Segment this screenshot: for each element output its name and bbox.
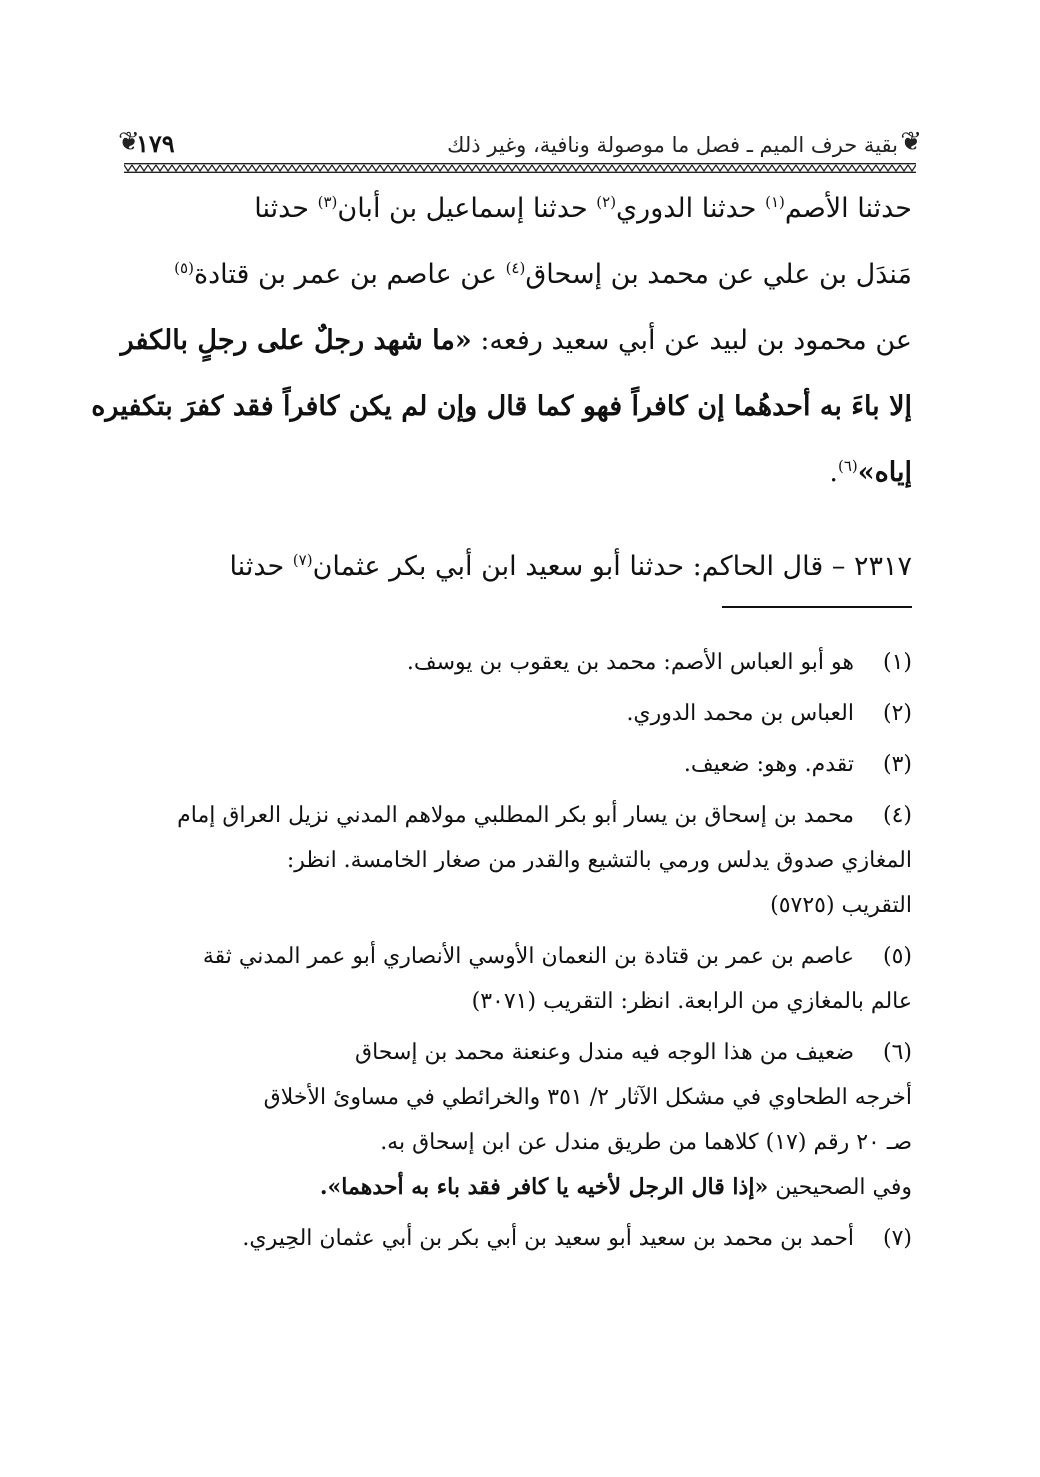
text-segment: عن محمود بن لبيد عن أبي سعيد رفعه: bbox=[471, 325, 912, 356]
main-paragraph-1 bbox=[91, 176, 912, 506]
footnote-separator bbox=[722, 606, 912, 608]
hadith-text: إلا باءَ به أحدهُما إن كافراً فهو كما قال وإن لم يكن كافراً فقد كفرَ بتكفيره bbox=[91, 391, 912, 422]
footnote-ref: (٧) bbox=[292, 551, 313, 569]
footnote-text: أحمد بن محمد بن سعيد أبو سعيد بن أبي بكر بن أبي عثمان الحِيري. bbox=[242, 1226, 854, 1251]
ornament-right-icon: ❦ bbox=[900, 127, 922, 157]
footnote-number: (٦) bbox=[882, 1040, 912, 1065]
footnote-ref: (٥) bbox=[174, 259, 194, 277]
text-segment: مَندَل بن علي عن محمد بن إسحاق bbox=[525, 259, 912, 290]
footnote-text: هو أبو العباس الأصم: محمد بن يعقوب بن يوسف. bbox=[406, 650, 854, 675]
text-line bbox=[91, 374, 912, 440]
footnote-6 bbox=[128, 1030, 912, 1210]
text-segment: حدثنا bbox=[254, 193, 318, 224]
footnote-number: (٢) bbox=[882, 701, 912, 726]
footnote-number: (٣) bbox=[882, 752, 912, 777]
text-segment: حدثنا الأصم bbox=[784, 193, 912, 224]
header-title: بقية حرف الميم ـ فصل ما موصولة ونافية، وغير ذلك bbox=[447, 133, 898, 157]
footnote-text bbox=[128, 1165, 912, 1210]
text-segment: . bbox=[829, 457, 838, 488]
text-line bbox=[128, 440, 912, 506]
footnote-text: ضعيف من هذا الوجه فيه مندل وعنعنة محمد بن إسحاق bbox=[355, 1040, 854, 1065]
footnote-text: المغازي صدوق يدلس ورمي بالتشيع والقدر من صغار الخامسة. انظر: bbox=[286, 848, 912, 873]
text-segment: حدثنا bbox=[229, 551, 293, 582]
text-line bbox=[120, 308, 912, 374]
footnotes bbox=[128, 640, 912, 1261]
hadith-text: إياه» bbox=[857, 457, 912, 488]
main-paragraph-2 bbox=[128, 534, 912, 600]
text-segment: حدثنا إسماعيل بن أبان bbox=[337, 193, 597, 224]
footnote-ref: (٦) bbox=[837, 457, 858, 475]
text-line bbox=[128, 242, 912, 308]
footnote-1 bbox=[128, 640, 912, 685]
text-line bbox=[128, 176, 912, 242]
text-segment: وفي الصحيحين bbox=[768, 1175, 912, 1200]
hadith-text: «ما شهد رجلٌ على رجلٍ بالكفر bbox=[120, 325, 472, 356]
footnote-ref: (١) bbox=[765, 193, 785, 211]
page-number: ١٧٩ bbox=[136, 129, 175, 158]
footnote-text: محمد بن إسحاق بن يسار أبو بكر المطلبي مولاهم المدني نزيل العراق إمام bbox=[177, 803, 854, 828]
footnote-3 bbox=[128, 742, 912, 787]
text-segment: حدثنا الدوري bbox=[616, 193, 766, 224]
footnote-ref: (٣) bbox=[317, 193, 338, 211]
footnote-text: أخرجه الطحاوي في مشكل الآثار ٢/ ٣٥١ والخرائطي في مساوئ الأخلاق bbox=[263, 1085, 912, 1110]
header-rule bbox=[124, 158, 916, 168]
footnote-text: تقدم. وهو: ضعيف. bbox=[683, 752, 854, 777]
ornament-left-icon: ❦ bbox=[118, 127, 140, 157]
footnote-2 bbox=[128, 691, 912, 736]
hadith-text: «إذا قال الرجل لأخيه يا كافر فقد باء به أحدهما». bbox=[319, 1174, 769, 1200]
text-segment: عن عاصم بن عمر بن قتادة bbox=[193, 259, 506, 290]
text-segment: ٢٣١٧ – قال الحاكم: حدثنا أبو سعيد ابن أبي بكر عثمان bbox=[312, 551, 912, 582]
footnote-7 bbox=[128, 1216, 912, 1261]
footnote-number: (٤) bbox=[882, 803, 912, 828]
running-header bbox=[118, 127, 922, 167]
footnote-number: (١) bbox=[882, 650, 912, 675]
footnote-text: صـ ٢٠ رقم (١٧) كلاهما من طريق مندل عن ابن إسحاق به. bbox=[380, 1130, 912, 1155]
footnote-text: التقريب (٥٧٢٥) bbox=[770, 893, 912, 918]
footnote-number: (٧) bbox=[882, 1226, 912, 1251]
footnote-ref: (٢) bbox=[596, 193, 617, 211]
footnote-5 bbox=[128, 934, 912, 1024]
footnote-ref: (٤) bbox=[505, 259, 526, 277]
footnote-text: عاصم بن عمر بن قتادة بن النعمان الأوسي الأنصاري أبو عمر المدني ثقة bbox=[202, 944, 854, 969]
text-line bbox=[128, 534, 912, 600]
footnote-4 bbox=[128, 793, 912, 928]
footnote-number: (٥) bbox=[882, 944, 912, 969]
footnote-text: العباس بن محمد الدوري. bbox=[626, 701, 854, 726]
footnote-text: عالم بالمغازي من الرابعة. انظر: التقريب (٣٠٧١) bbox=[471, 989, 912, 1014]
